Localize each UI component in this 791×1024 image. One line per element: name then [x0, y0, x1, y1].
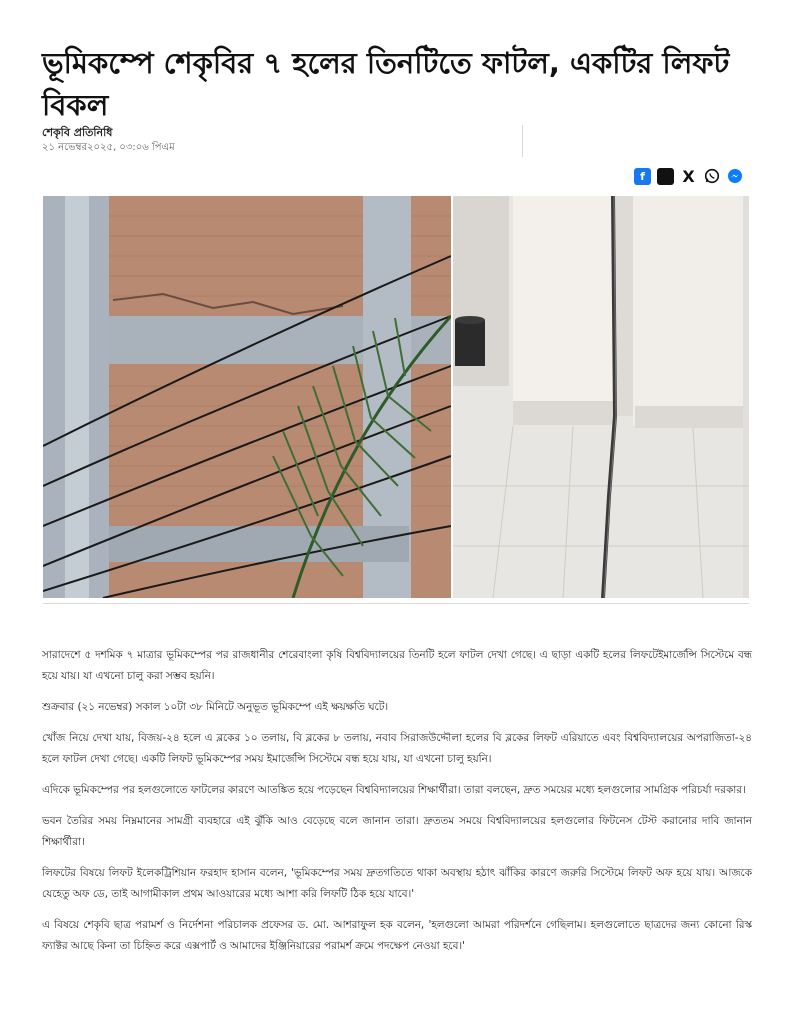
hero-image: [43, 196, 749, 598]
crack-photo-collage: [43, 196, 749, 598]
paragraph: এ বিষয়ে শেকৃবি ছাত্র পরামর্শ ও নির্দেশনা পরিচালক প্রফেসর ড. মো. আশরাফুল হক বলেন, 'হলগুলো আমরা পরিদর্শনে গেছিলাম। হলগুলোতে ছাত্রদের জন্য কোনো রিস্ক ফ্যাক্টর আছে কিনা তা চিহ্নিত করে এক্সপার্ট ও আমাদের ইঞ্জিনিয়ারের পরামর্শ ক্রমে পদক্ষেপ নেওয়া হবে।': [42, 919, 752, 952]
paragraph: খোঁজ নিয়ে দেখা যায়, বিজয়-২৪ হলে এ ব্লকের ১০ তলায়, বি ব্লকের ৮ তলায়, নবাব সিরাজউদ্দৌলা হলের বি ব্লকের লিফট এরিয়াতে এবং বিশ্ববিদ্যালয়ের অপরাজিতা-২৪ হলে ফাটল দেখা গেছে। একটি লিফট ভূমিকম্পের সময় ইমার্জেন্সি সিস্টেমে বন্ধ হয়ে যায়, যা এখনো চালু হয়নি।: [42, 732, 752, 765]
paragraph: সারাদেশে ৫ দশমিক ৭ মাত্রার ভূমিকম্পের পর রাজধানীর শেরেবাংলা কৃষি বিশ্ববিদ্যালয়ের তিনটি হলে ফাটল দেখা গেছে। এ ছাড়া একটি হলের লিফটেইমার্জেন্সি সিস্টেমে বন্ধ হয়ে যায়। যা এখনো চালু করা সম্ভব হয়নি।: [42, 649, 752, 682]
paragraph: লিফটের বিষয়ে লিফট ইলেকট্রিশিয়ান ফরহাদ হাসান বলেন, 'ভূমিকম্পের সময় দ্রুতগতিতে থাকা অবস্থায় হঠাৎ ঝাঁকির কারণে জরুরি সিস্টেমে লিফট অফ হয়ে যায়। আজকে যেহেতু অফ ডে, তাই আগামীকাল প্রথম আওয়ারের মধ্যে আশা করি লিফটি ঠিক হয়ে যাবে।': [42, 867, 752, 900]
article-headline: ভূমিকম্পে শেকৃবির ৭ হলের তিনটিতে ফাটল, একটির লিফট বিকল: [42, 46, 730, 122]
facebook-icon[interactable]: f: [634, 168, 651, 185]
share-bar: [634, 166, 743, 186]
x-icon[interactable]: X: [682, 166, 695, 186]
author-name[interactable]: শেকৃবি প্রতিনিধি: [42, 126, 113, 139]
divider: [43, 603, 749, 604]
paragraph: এদিকে ভূমিকম্পের পর হলগুলোতে ফাটলের কারণে আতঙ্কিত হয়ে পড়েছেন বিশ্ববিদ্যালয়ের শিক্ষার্থীরা। তারা বলছেন, দ্রুত সময়ের মধ্যে হলগুলোর সামগ্রিক পরিচর্যা দরকার।: [42, 784, 746, 796]
byline: [42, 125, 523, 157]
whatsapp-icon[interactable]: [703, 168, 720, 185]
publish-datetime: ২১ নভেম্বর২০২৫, ০৩:০৬ পিএম: [42, 142, 175, 153]
messenger-icon[interactable]: [726, 168, 743, 185]
paragraph: ভবন তৈরির সময় নিম্নমানের সামগ্রী ব্যবহারে এই ঝুঁকি আও বেড়েছে বলে জানান তারা। দ্রুততম সময়ে বিশ্ববিদ্যালয়ের হলগুলোর ফিটনেস টেস্ট করানোর দাবি জানান শিক্ষার্থীরা।: [42, 815, 752, 848]
share-square-icon[interactable]: [657, 168, 674, 185]
paragraph: শুক্রবার (২১ নভেম্বর) সকাল ১০টা ৩৮ মিনিটে অনুভূত ভূমিকম্পে এই ক্ষয়ক্ষতি ঘটে।: [42, 701, 389, 713]
article-body: [42, 645, 752, 967]
